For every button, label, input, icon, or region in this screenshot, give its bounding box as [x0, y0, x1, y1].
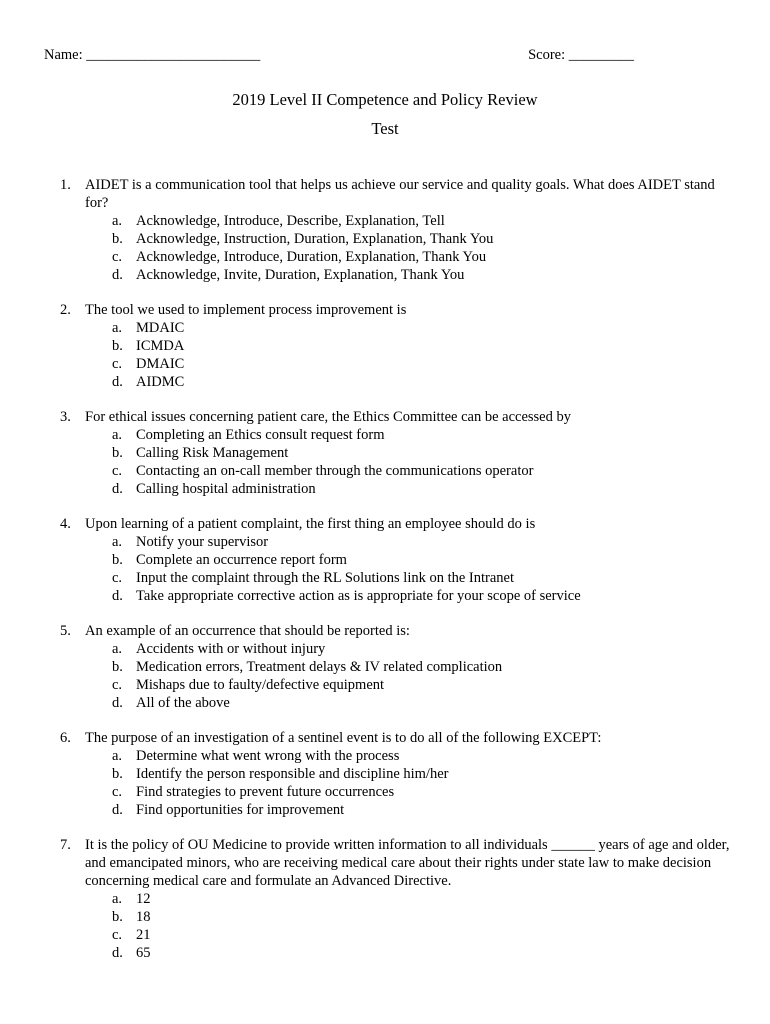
- question-1: [60, 176, 730, 284]
- question-number: 6.: [60, 730, 71, 746]
- question-text: The purpose of an investigation of a sentinel event is to do all of the following EXCEPT:: [85, 730, 602, 746]
- option-letter: a.: [112, 641, 123, 657]
- option-d: [60, 266, 730, 284]
- option-text: Medication errors, Treatment delays & IV related complication: [136, 659, 503, 675]
- option-d: [60, 373, 730, 391]
- question-text: The tool we used to implement process improvement is: [85, 302, 407, 318]
- question-6: [60, 729, 730, 819]
- header-fields: [44, 47, 634, 67]
- question-number: 4.: [60, 516, 71, 532]
- question-2: [60, 301, 730, 391]
- option-letter: b.: [112, 231, 123, 247]
- option-letter: a.: [112, 213, 123, 229]
- option-letter: b.: [112, 909, 123, 925]
- option-a: [60, 426, 730, 444]
- option-letter: d.: [112, 945, 123, 961]
- option-text: Accidents with or without injury: [136, 641, 326, 657]
- option-text: Identify the person responsible and discipline him/her: [136, 766, 449, 782]
- option-letter: b.: [112, 445, 123, 461]
- option-a: [60, 319, 730, 337]
- question-text: AIDET is a communication tool that helps us achieve our service and quality goals. What does AIDET stand for?: [85, 177, 715, 211]
- option-letter: d.: [112, 374, 123, 390]
- option-b: [60, 230, 730, 248]
- question-number: 1.: [60, 177, 71, 193]
- option-text: Calling hospital administration: [136, 481, 316, 497]
- option-text: Notify your supervisor: [136, 534, 269, 550]
- option-letter: a.: [112, 891, 123, 907]
- option-text: Take appropriate corrective action as is appropriate for your scope of service: [136, 588, 581, 604]
- option-text: AIDMC: [136, 374, 185, 390]
- option-b: [60, 658, 730, 676]
- option-letter: d.: [112, 588, 123, 604]
- option-d: [60, 480, 730, 498]
- option-text: All of the above: [136, 695, 230, 711]
- name-field: Name: ________________________: [44, 47, 261, 63]
- option-text: Complete an occurrence report form: [136, 552, 347, 568]
- option-text: 21: [136, 927, 151, 943]
- option-letter: c.: [112, 570, 123, 586]
- option-a: [60, 747, 730, 765]
- option-d: [60, 694, 730, 712]
- question-7: [60, 836, 730, 962]
- option-text: Acknowledge, Instruction, Duration, Explanation, Thank You: [136, 231, 494, 247]
- option-c: [60, 355, 730, 373]
- option-text: 12: [136, 891, 151, 907]
- option-letter: b.: [112, 338, 123, 354]
- question-4: [60, 515, 730, 605]
- option-text: Acknowledge, Introduce, Describe, Explanation, Tell: [136, 213, 445, 229]
- option-text: 18: [136, 909, 151, 925]
- option-text: Mishaps due to faulty/defective equipment: [136, 677, 385, 693]
- option-a: [60, 533, 730, 551]
- question-text: Upon learning of a patient complaint, the first thing an employee should do is: [85, 516, 536, 532]
- option-b: [60, 551, 730, 569]
- option-letter: a.: [112, 427, 123, 443]
- option-text: Contacting an on-call member through the communications operator: [136, 463, 534, 479]
- document-title: 2019 Level II Competence and Policy Review: [232, 90, 538, 109]
- option-text: MDAIC: [136, 320, 185, 336]
- option-text: Completing an Ethics consult request form: [136, 427, 385, 443]
- option-text: Acknowledge, Introduce, Duration, Explanation, Thank You: [136, 249, 487, 265]
- option-letter: c.: [112, 677, 123, 693]
- option-letter: d.: [112, 695, 123, 711]
- option-b: [60, 444, 730, 462]
- option-d: [60, 801, 730, 819]
- option-a: [60, 640, 730, 658]
- question-3: [60, 408, 730, 498]
- option-c: [60, 926, 730, 944]
- question-text: It is the policy of OU Medicine to provide written information to all individuals ______ years of age and older, and emancipated minors, who are receiving medical care about their rights under state law to make decision concerning medical care and formulate an Advanced Directive.: [85, 837, 730, 889]
- option-text: Determine what went wrong with the process: [136, 748, 400, 764]
- option-letter: a.: [112, 320, 123, 336]
- question-text: For ethical issues concerning patient care, the Ethics Committee can be accessed by: [85, 409, 571, 425]
- option-text: Calling Risk Management: [136, 445, 289, 461]
- question-list: [60, 176, 730, 979]
- option-text: Find strategies to prevent future occurrences: [136, 784, 395, 800]
- option-letter: a.: [112, 748, 123, 764]
- option-letter: c.: [112, 784, 123, 800]
- option-letter: c.: [112, 356, 123, 372]
- option-text: Acknowledge, Invite, Duration, Explanation, Thank You: [136, 267, 465, 283]
- option-b: [60, 765, 730, 783]
- option-letter: c.: [112, 463, 123, 479]
- question-number: 3.: [60, 409, 71, 425]
- option-d: [60, 944, 730, 962]
- option-letter: b.: [112, 766, 123, 782]
- option-letter: c.: [112, 249, 123, 265]
- question-5: [60, 622, 730, 712]
- score-field: Score: _________: [528, 47, 634, 63]
- option-d: [60, 587, 730, 605]
- option-letter: a.: [112, 534, 123, 550]
- question-number: 5.: [60, 623, 71, 639]
- option-letter: c.: [112, 927, 123, 943]
- option-b: [60, 337, 730, 355]
- option-text: 65: [136, 945, 151, 961]
- option-a: [60, 890, 730, 908]
- option-b: [60, 908, 730, 926]
- option-c: [60, 676, 730, 694]
- option-letter: d.: [112, 481, 123, 497]
- option-text: DMAIC: [136, 356, 185, 372]
- option-letter: d.: [112, 267, 123, 283]
- option-a: [60, 212, 730, 230]
- document-subtitle: Test: [371, 119, 399, 138]
- option-letter: b.: [112, 659, 123, 675]
- option-text: ICMDA: [136, 338, 185, 354]
- question-number: 7.: [60, 837, 71, 853]
- option-c: [60, 248, 730, 266]
- option-text: Input the complaint through the RL Solutions link on the Intranet: [136, 570, 515, 586]
- option-letter: d.: [112, 802, 123, 818]
- question-text: An example of an occurrence that should be reported is:: [85, 623, 410, 639]
- option-c: [60, 462, 730, 480]
- option-c: [60, 569, 730, 587]
- option-text: Find opportunities for improvement: [136, 802, 345, 818]
- option-c: [60, 783, 730, 801]
- question-number: 2.: [60, 302, 71, 318]
- option-letter: b.: [112, 552, 123, 568]
